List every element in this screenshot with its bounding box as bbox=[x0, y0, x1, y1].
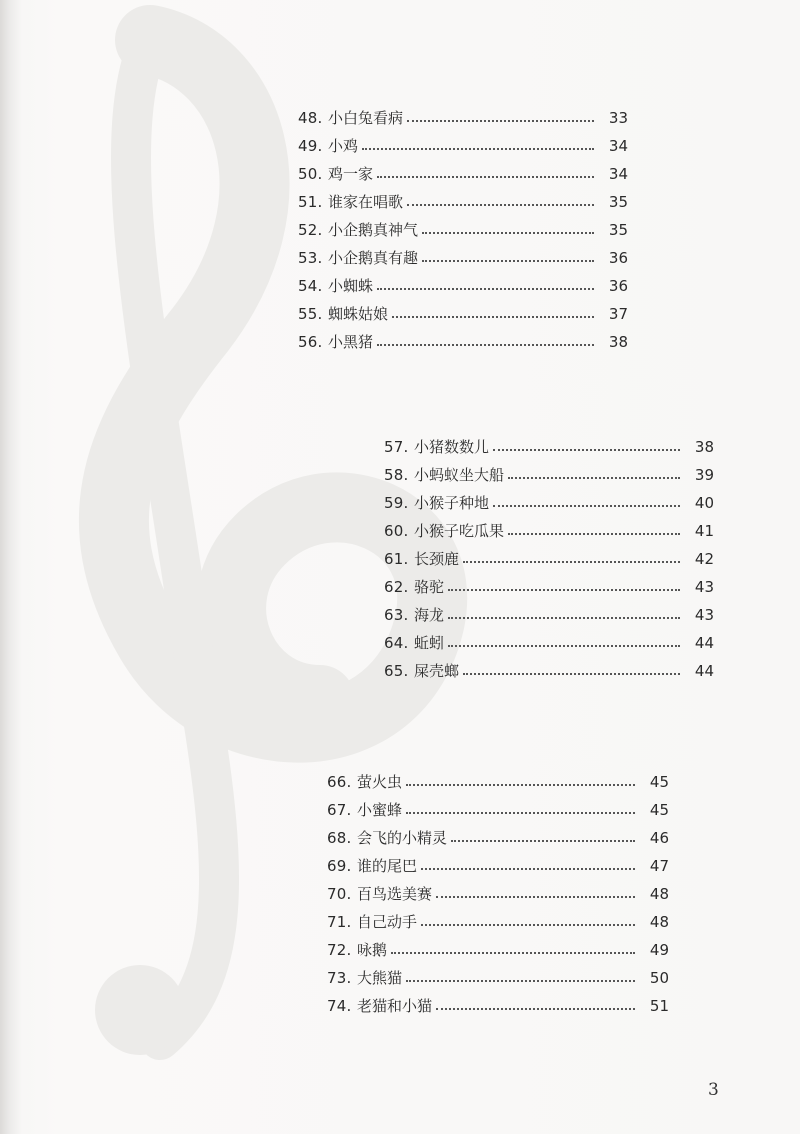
toc-entry bbox=[298, 216, 628, 244]
toc-entry-number: 60. bbox=[384, 522, 409, 540]
dot-leader bbox=[377, 343, 594, 346]
toc-entry bbox=[384, 489, 714, 517]
toc-entry-number: 54. bbox=[298, 277, 323, 295]
toc-entry bbox=[298, 104, 628, 132]
toc-entry-number: 64. bbox=[384, 634, 409, 652]
toc-entry bbox=[327, 796, 669, 824]
toc-entry-title: 老猫和小猫 bbox=[357, 997, 433, 1015]
toc-entry-number: 50. bbox=[298, 165, 323, 183]
toc-entry-number: 72. bbox=[327, 941, 352, 959]
toc-entry bbox=[298, 244, 628, 272]
dot-leader bbox=[407, 119, 594, 122]
toc-entry-page: 33 bbox=[608, 109, 628, 127]
toc-entry-number: 49. bbox=[298, 137, 323, 155]
dot-leader bbox=[436, 895, 635, 898]
dot-leader bbox=[421, 867, 635, 870]
toc-entry-page: 34 bbox=[608, 137, 628, 155]
toc-entry bbox=[327, 992, 669, 1020]
toc-entry-page: 42 bbox=[694, 550, 714, 568]
toc-entry-title: 长颈鹿 bbox=[414, 550, 460, 568]
toc-entry-number: 57. bbox=[384, 438, 409, 456]
toc-entry bbox=[327, 852, 669, 880]
toc-entry-page: 41 bbox=[694, 522, 714, 540]
toc-entry-page: 44 bbox=[694, 634, 714, 652]
page-number: 3 bbox=[708, 1080, 719, 1100]
dot-leader bbox=[406, 811, 635, 814]
toc-entry-number: 74. bbox=[327, 997, 352, 1015]
toc-entry-title: 蚯蚓 bbox=[414, 634, 445, 652]
toc-entry-page: 38 bbox=[608, 333, 628, 351]
dot-leader bbox=[448, 588, 680, 591]
toc-entry-page: 47 bbox=[649, 857, 669, 875]
toc-entry-title: 咏鹅 bbox=[357, 941, 388, 959]
toc-entry-number: 63. bbox=[384, 606, 409, 624]
toc-entry bbox=[298, 300, 628, 328]
toc-entry-number: 56. bbox=[298, 333, 323, 351]
toc-entry-number: 53. bbox=[298, 249, 323, 267]
toc-entry-number: 61. bbox=[384, 550, 409, 568]
toc-entry-title: 小鸡 bbox=[328, 137, 359, 155]
dot-leader bbox=[422, 259, 594, 262]
dot-leader bbox=[377, 287, 594, 290]
toc-entry bbox=[384, 545, 714, 573]
toc-entry bbox=[384, 657, 714, 685]
toc-entry bbox=[327, 964, 669, 992]
toc-entry-title: 小猴子种地 bbox=[414, 494, 490, 512]
dot-leader bbox=[463, 672, 680, 675]
toc-entry bbox=[384, 461, 714, 489]
toc-entry bbox=[384, 573, 714, 601]
dot-leader bbox=[448, 644, 680, 647]
toc-group-1 bbox=[298, 104, 628, 356]
toc-entry bbox=[384, 629, 714, 657]
dot-leader bbox=[377, 175, 594, 178]
toc-entry bbox=[327, 768, 669, 796]
toc-entry bbox=[298, 272, 628, 300]
toc-entry-page: 51 bbox=[649, 997, 669, 1015]
toc-entry-page: 36 bbox=[608, 249, 628, 267]
toc-entry-number: 58. bbox=[384, 466, 409, 484]
toc-entry bbox=[327, 824, 669, 852]
toc-entry-number: 48. bbox=[298, 109, 323, 127]
dot-leader bbox=[406, 979, 635, 982]
dot-leader bbox=[407, 203, 594, 206]
toc-entry bbox=[298, 328, 628, 356]
toc-entry-title: 小猪数数儿 bbox=[414, 438, 490, 456]
dot-leader bbox=[436, 1007, 635, 1010]
toc-entry-title: 自己动手 bbox=[357, 913, 418, 931]
toc-entry-page: 44 bbox=[694, 662, 714, 680]
toc-entry-title: 骆驼 bbox=[414, 578, 445, 596]
toc-entry-page: 43 bbox=[694, 606, 714, 624]
toc-entry bbox=[384, 433, 714, 461]
toc-entry bbox=[298, 132, 628, 160]
toc-entry-page: 34 bbox=[608, 165, 628, 183]
toc-entry bbox=[298, 188, 628, 216]
toc-entry-number: 67. bbox=[327, 801, 352, 819]
toc-entry bbox=[327, 880, 669, 908]
toc-entry-title: 小企鹅真神气 bbox=[328, 221, 419, 239]
toc-entry-number: 68. bbox=[327, 829, 352, 847]
dot-leader bbox=[392, 315, 594, 318]
toc-entry-number: 69. bbox=[327, 857, 352, 875]
toc-group-2 bbox=[384, 433, 714, 685]
toc-entry-title: 小蜘蛛 bbox=[328, 277, 374, 295]
dot-leader bbox=[508, 476, 680, 479]
dot-leader bbox=[391, 951, 635, 954]
toc-entry-number: 59. bbox=[384, 494, 409, 512]
toc-entry-page: 36 bbox=[608, 277, 628, 295]
toc-entry-title: 谁家在唱歌 bbox=[328, 193, 404, 211]
toc-entry-title: 百鸟选美赛 bbox=[357, 885, 433, 903]
toc-entry-title: 小猴子吃瓜果 bbox=[414, 522, 505, 540]
toc-entry-page: 40 bbox=[694, 494, 714, 512]
toc-entry-title: 蜘蛛姑娘 bbox=[328, 305, 389, 323]
toc-entry-title: 小黑猪 bbox=[328, 333, 374, 351]
toc-entry-number: 66. bbox=[327, 773, 352, 791]
toc-entry bbox=[327, 936, 669, 964]
toc-entry-page: 45 bbox=[649, 801, 669, 819]
toc-entry-title: 会飞的小精灵 bbox=[357, 829, 448, 847]
toc-group-3 bbox=[327, 768, 669, 1020]
toc-entry-page: 48 bbox=[649, 913, 669, 931]
dot-leader bbox=[508, 532, 680, 535]
toc-entry-page: 49 bbox=[649, 941, 669, 959]
toc-entry-page: 39 bbox=[694, 466, 714, 484]
toc-entry-title: 小白兔看病 bbox=[328, 109, 404, 127]
toc-entry-title: 萤火虫 bbox=[357, 773, 403, 791]
toc-entry-title: 小蜜蜂 bbox=[357, 801, 403, 819]
toc-entry-number: 71. bbox=[327, 913, 352, 931]
toc-entry-number: 62. bbox=[384, 578, 409, 596]
toc-entry-number: 73. bbox=[327, 969, 352, 987]
dot-leader bbox=[448, 616, 680, 619]
toc-entry bbox=[298, 160, 628, 188]
dot-leader bbox=[362, 147, 594, 150]
toc-entry bbox=[384, 517, 714, 545]
dot-leader bbox=[463, 560, 680, 563]
dot-leader bbox=[451, 839, 635, 842]
toc-entry-page: 46 bbox=[649, 829, 669, 847]
dot-leader bbox=[493, 448, 680, 451]
toc-entry-title: 屎壳螂 bbox=[414, 662, 460, 680]
toc-entry-title: 小企鹅真有趣 bbox=[328, 249, 419, 267]
toc-entry-page: 43 bbox=[694, 578, 714, 596]
toc-entry-page: 35 bbox=[608, 193, 628, 211]
toc-entry-page: 50 bbox=[649, 969, 669, 987]
toc-entry bbox=[384, 601, 714, 629]
dot-leader bbox=[493, 504, 680, 507]
dot-leader bbox=[422, 231, 594, 234]
dot-leader bbox=[406, 783, 635, 786]
toc-entry-page: 35 bbox=[608, 221, 628, 239]
toc-entry-title: 小蚂蚁坐大船 bbox=[414, 466, 505, 484]
toc-entry-number: 70. bbox=[327, 885, 352, 903]
toc-entry bbox=[327, 908, 669, 936]
toc-entry-number: 51. bbox=[298, 193, 323, 211]
toc-entry-title: 海龙 bbox=[414, 606, 445, 624]
toc-entry-page: 48 bbox=[649, 885, 669, 903]
toc-entry-page: 37 bbox=[608, 305, 628, 323]
toc-entry-page: 45 bbox=[649, 773, 669, 791]
toc-entry-page: 38 bbox=[694, 438, 714, 456]
toc-entry-number: 55. bbox=[298, 305, 323, 323]
toc-entry-title: 谁的尾巴 bbox=[357, 857, 418, 875]
dot-leader bbox=[421, 923, 635, 926]
toc-entry-number: 65. bbox=[384, 662, 409, 680]
toc-entry-title: 大熊猫 bbox=[357, 969, 403, 987]
toc-entry-number: 52. bbox=[298, 221, 323, 239]
toc-entry-title: 鸡一家 bbox=[328, 165, 374, 183]
